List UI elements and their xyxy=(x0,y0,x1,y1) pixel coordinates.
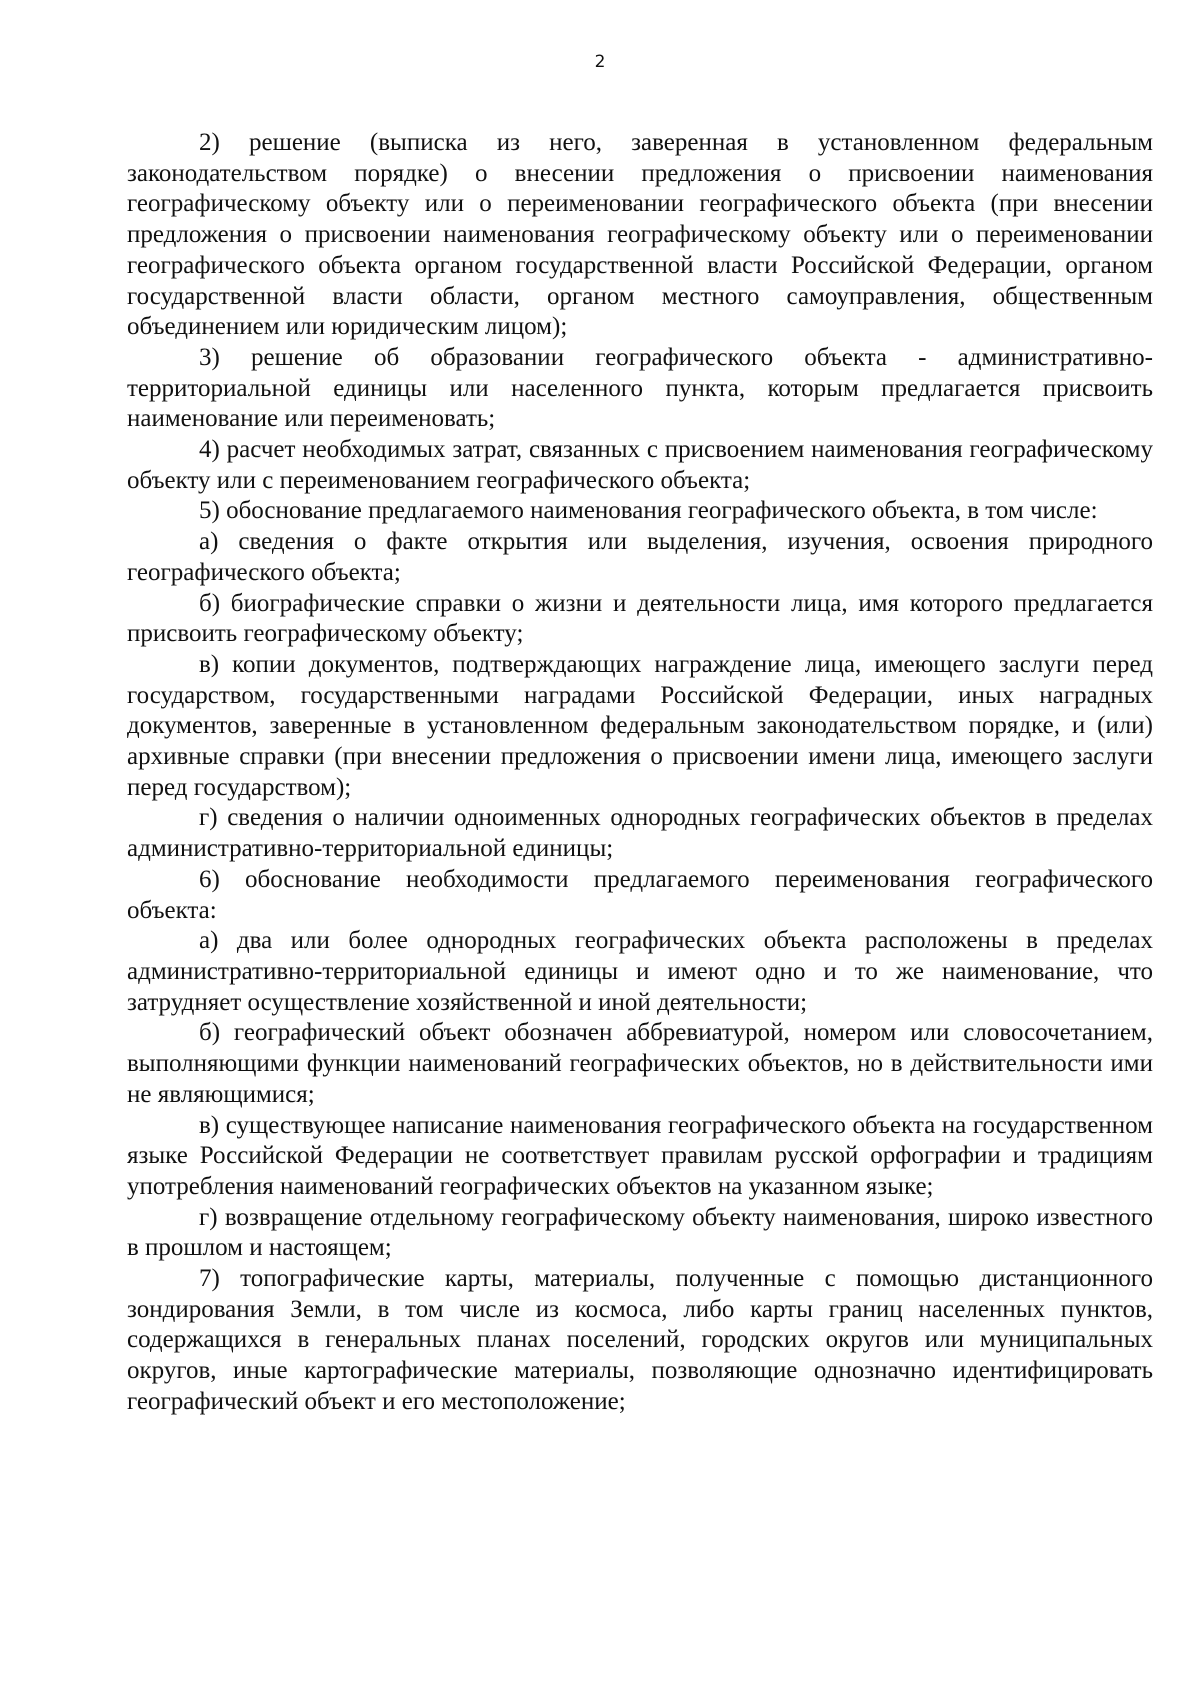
paragraph-item-3: 3) решение об образовании географического объекта - административно-территориальной единицы или населенного пункта, которым предлагается присвоить наименование или переименовать; xyxy=(127,343,1153,433)
paragraph-item-2: 2) решение (выписка из него, заверенная в установленном федеральным законодательством порядке) о внесении предложения о присвоении наименования географическому объекту или о переименовании географического объекта (при внесении предложения о присвоении наименования географическому объекту или о переименовании географического объекта органом государственной власти Российской Федерации, органом государственной власти области, органом местного самоуправления, общественным объединением или юридическим лицом); xyxy=(127,129,1153,341)
paragraph-item-5a: а) сведения о факте открытия или выделения, изучения, освоения природного географического объекта; xyxy=(127,528,1153,586)
paragraph-item-7: 7) топографические карты, материалы, полученные с помощью дистанционного зондирования Земли, в том числе из космоса, либо карты границ населенных пунктов, содержащихся в генеральных планах поселений, городских округов или муниципальных округов, иные картографические материалы, позволяющие однозначно идентифицировать географический объект и его местоположение; xyxy=(127,1265,1153,1415)
paragraph-item-4: 4) расчет необходимых затрат, связанных с присвоением наименования географическому объекту или с переименованием географического объекта; xyxy=(127,436,1153,494)
page-number: 2 xyxy=(594,52,606,72)
paragraph-item-6v: в) существующее написание наименования географического объекта на государственном языке Российской Федерации не соответствует правилам русской орфографии и традициям употребления наименований географических объектов на указанном языке; xyxy=(127,1111,1153,1200)
paragraph-item-6a: а) два или более однородных географических объекта расположены в пределах административно-территориальной единицы и имеют одно и то же наименование, что затрудняет осуществление хозяйственной и иной деятельности; xyxy=(127,927,1153,1016)
paragraph-item-6: 6) обоснование необходимости предлагаемого переименования географического объекта: xyxy=(127,865,1153,924)
paragraph-item-5v: в) копии документов, подтверждающих награждение лица, имеющего заслуги перед государством, государственными наградами Российской Федерации, иных наградных документов, заверенные в установленном федеральным законодательством порядке, и (или) архивные справки (при внесении предложения о присвоении имени лица, имеющего заслуги перед государством); xyxy=(127,650,1153,801)
paragraph-item-5: 5) обоснование предлагаемого наименования географического объекта, в том числе: xyxy=(199,497,1098,525)
paragraph-item-5b: б) биографические справки о жизни и деятельности лица, имя которого предлагается присвоить географическому объекту; xyxy=(127,589,1153,648)
paragraph-item-6b: б) географический объект обозначен аббревиатурой, номером или словосочетанием, выполняющими функции наименований географических объектов, но в действительности ими не являющимися; xyxy=(127,1019,1153,1108)
paragraph-item-5g: г) сведения о наличии одноименных однородных географических объектов в пределах административно-территориальной единицы; xyxy=(127,804,1153,863)
paragraph-item-6g: г) возвращение отдельному географическому объекту наименования, широко известного в прошлом и настоящем; xyxy=(127,1203,1153,1262)
document-body xyxy=(127,128,1153,1418)
